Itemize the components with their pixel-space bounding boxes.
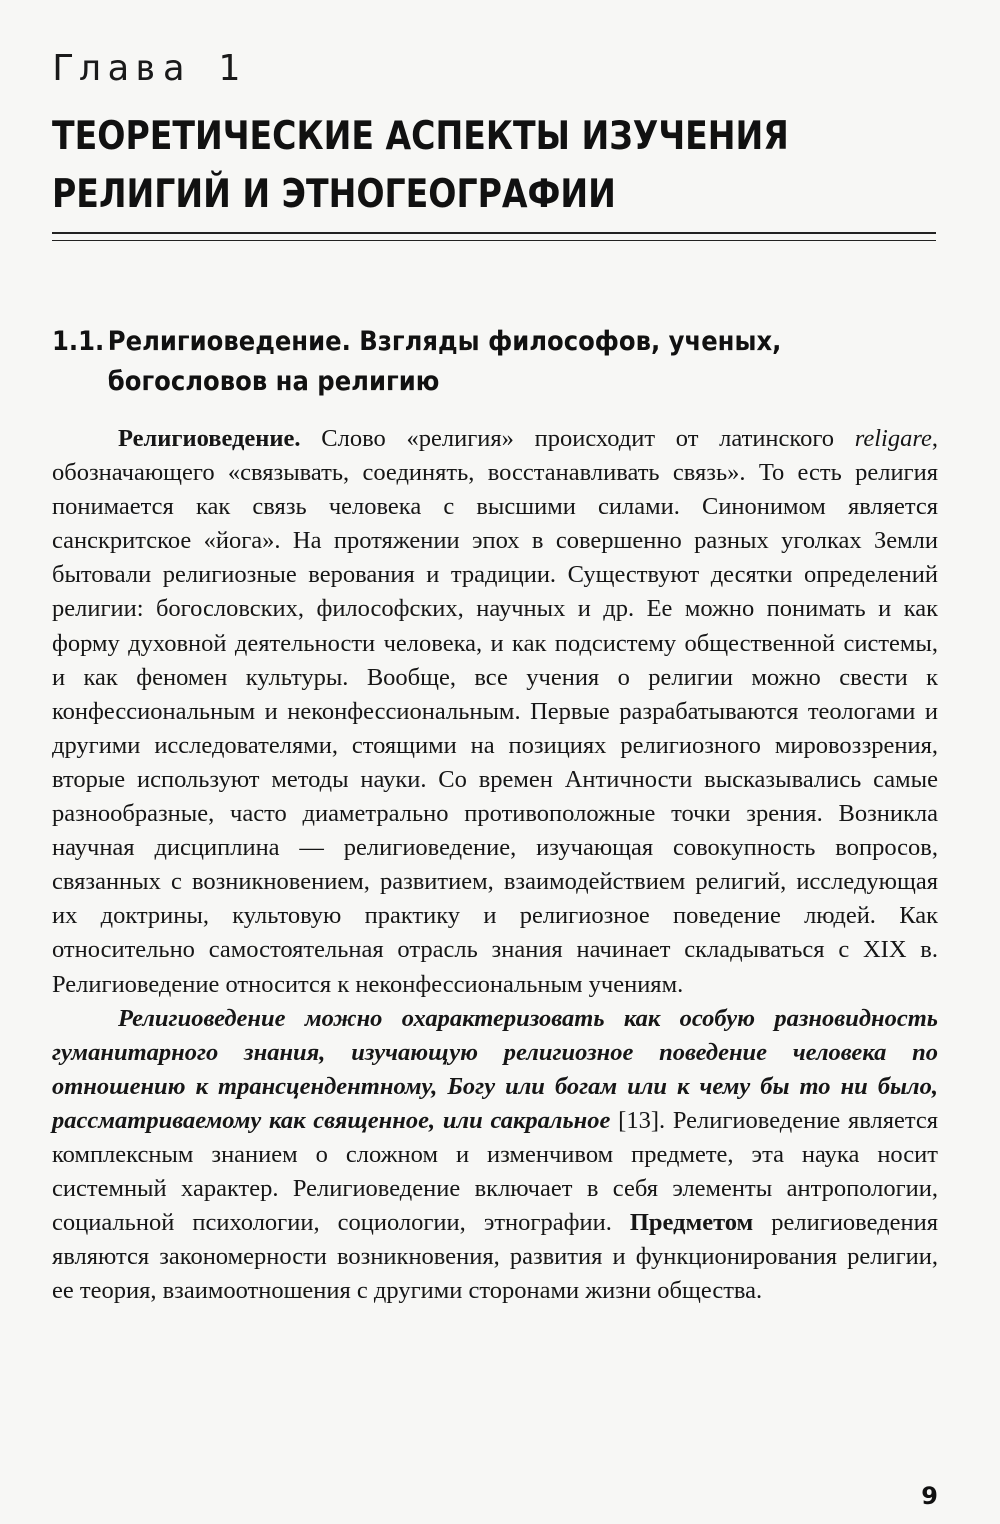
paragraph-1	[52, 422, 938, 1002]
definition-italic: Религиоведение можно охарактеризовать как особую разновидность гуманитарного знания, изучающую религиозное поведение человека по отношению к трансцендентному, Богу или богам или к чему бы то ни было, рассматриваемому как священное, или сакральное	[52, 1004, 938, 1134]
section-title-line-2: богословов на религию	[107, 366, 440, 397]
title-divider-thin	[52, 240, 936, 241]
latin-term: religare	[854, 425, 932, 452]
chapter-title	[52, 108, 817, 224]
paragraph-1-lead-term: Религиоведение.	[118, 425, 301, 452]
chapter-title-line-2: РЕЛИГИЙ И ЭТНОГЕОГРАФИИ	[52, 172, 616, 217]
chapter-title-line-1: ТЕОРЕТИЧЕСКИЕ АСПЕКТЫ ИЗУЧЕНИЯ	[52, 114, 789, 159]
subject-term: Предметом	[629, 1209, 754, 1237]
paragraph-2-text-b: религиоведения являются закономерности возникновения, развития и функционирования религии, ее теория, взаимоотношения с другими сторонами жизни общества.	[52, 1209, 938, 1305]
section-title-line-1: Религиоведение. Взгляды философов, ученых,	[107, 326, 782, 357]
paragraph-2-text-a: [13]. Религиоведение является комплексным знанием о сложном и изменчивом предмете, эта наука носит системный характер. Религиоведение включает в себя элементы антропологии, социальной психологии, социологии, этнографии.	[52, 1106, 938, 1237]
title-divider-thick	[52, 232, 936, 234]
chapter-label: Глава 1	[52, 48, 246, 89]
page-number: 9	[921, 1482, 938, 1510]
paragraph-1-text-b: , обозначающего «связывать, соединять, восстанавливать связь». То есть религия понимается как связь человека с высшими силами. Синонимом является санскритское «йога». На протяжении эпох в совершенно разных уголках Земли бытовали религиозные верования и традиции. Существуют десятки определений религии: богословских, философских, научных и др. Ее можно понимать и как форму духовной деятельности человека, и как подсистему общественной системы, и как феномен культуры. Вообще, все учения о религии можно свести к конфессиональным и неконфессиональным. Первые разрабатываются теологами и другими исследователями, стоящими на позициях религиозного мировоззрения, вторые используют методы науки. Со времен Античности высказывались самые разнообразные, часто диаметрально противоположные точки зрения. Возникла научная дисциплина — религиоведение, изучающая совокупность вопросов, связанных с возникновением, развитием, взаимодействием религий, исследующая их доктрины, культовую практику и религиозное поведение людей. Как относительно самостоятельная отрасль знания начинает складываться с XIX в. Религиоведение относится к неконфессиональным учениям.	[52, 425, 938, 998]
paragraph-2	[52, 1002, 938, 1309]
section-number: 1.1.	[52, 326, 105, 357]
paragraph-1-text-a: Слово «религия» происходит от латинского	[300, 425, 855, 452]
section-heading	[52, 322, 844, 402]
body-text	[52, 422, 938, 1308]
